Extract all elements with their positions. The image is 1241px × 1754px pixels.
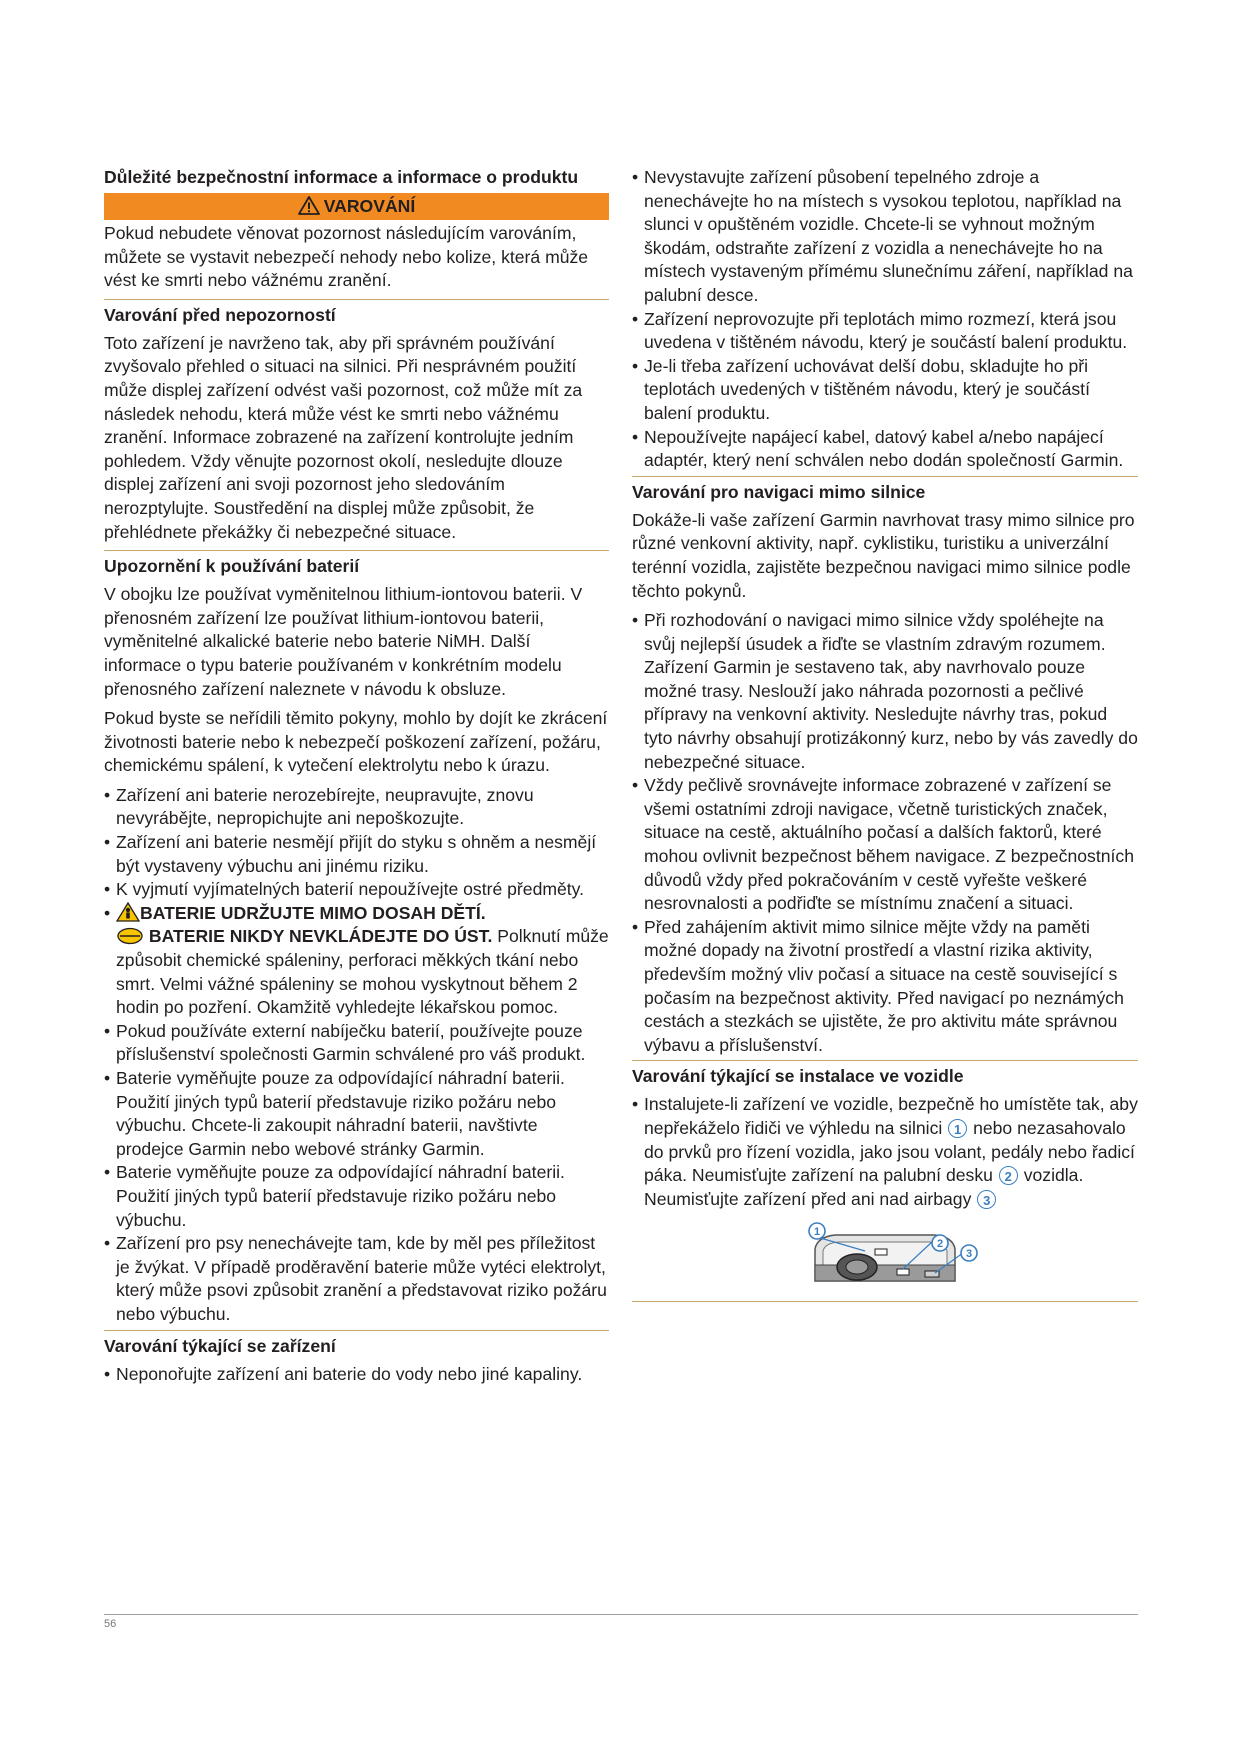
battery-hazard-item <box>104 902 609 1020</box>
list-item: • Zařízení neprovozujte při teplotách mimo rozmezí, která jsou uvedena v tištěném návodu, který je součástí balení produktu. <box>632 308 1138 355</box>
vehicle-text-c: vozidla. Neumisťujte zařízení před ani nad airbagy <box>644 1165 1084 1209</box>
list-item: • Pokud používáte externí nabíječku baterií, používejte pouze příslušenství společnosti Garmin schválené pro váš produkt. <box>104 1020 609 1067</box>
page-title: Důležité bezpečnostní informace a informace o produktu <box>104 167 579 187</box>
device-list-right <box>632 166 1138 473</box>
warning-triangle-icon <box>298 196 320 215</box>
dashboard-illustration <box>632 1221 1138 1291</box>
vehicle-install-item <box>632 1093 1138 1211</box>
distraction-heading: Varování před nepozorností <box>104 299 609 327</box>
section-end-rule <box>632 1301 1138 1302</box>
vehicle-text-a: Instalujete-li zařízení ve vozidle, bezpečně ho umístěte tak, aby nepřekáželo řidiči ve výhledu na silnici <box>644 1094 1138 1138</box>
figure-callout-1: 1 <box>813 1226 821 1239</box>
page-number: 56 <box>104 1618 117 1630</box>
list-item: • Vždy pečlivě srovnávejte informace zobrazené v zařízení se všemi ostatními zdroji navigace, včetně turistických značek, situace na cestě, aktuálního počasí a dalších faktorů, které mohou ovlivnit bezpečnost během navigace. Z bezpečnostních důvodů vždy před pokračováním v cestě vyřešte veškeré nesrovnalosti a podřiďte se místnímu značení a situaci. <box>632 774 1138 916</box>
vehicle-list <box>632 1093 1138 1211</box>
list-item: • K vyjmutí vyjímatelných baterií nepoužívejte ostré předměty. <box>104 878 609 902</box>
warning-label: VAROVÁNÍ <box>323 196 416 216</box>
figure-callout-2: 2 <box>936 1238 944 1251</box>
battery-swallow-warning: BATERIE NIKDY NEVKLÁDEJTE DO ÚST. <box>148 926 493 947</box>
vehicle-heading: Varování týkající se instalace ve vozidle <box>632 1060 1138 1088</box>
footer-divider <box>104 1614 1138 1615</box>
callout-2: 2 <box>999 1166 1018 1185</box>
distraction-text: Toto zařízení je navrženo tak, aby při správném používání zvyšovalo přehled o situaci na silnici. Při nesprávném použití může displej zařízení odvést vaši pozornost, což může mít za následek nehodu, která může vést ke smrti nebo vážnému zranění. Informace zobrazené na zařízení kontrolujte jedním pohledem. Vždy věnujte pozornost okolí, nesledujte dlouze displej zařízení ani svoji pozornost jeho sledováním nerozptylujte. Soustředění na displej může způsobit, že přehlédnete překážky či nebezpečné situace. <box>104 332 583 542</box>
list-item: • Při rozhodování o navigaci mimo silnice vždy spoléhejte na svůj nejlepší úsudek a řiďte se vlastním zdravým rozumem. Zařízení Garmin je sestaveno tak, aby navrhovalo pouze možné trasy. Neslouží jako náhrada pozornosti a pečlivé přípravy na venkovní aktivity. Nesledujte návrhy tras, pokud tyto návrhy obsahují protizákonný kurz, nebo by vás zavedly do nebezpečné situace. <box>632 609 1138 774</box>
right-column <box>632 166 1138 1302</box>
battery-children-icon <box>116 902 140 922</box>
vehicle-text-b: nebo nezasahovalo do prvků pro řízení vozidla, jako jsou volant, pedály nebo řadicí páka. Neumisťujte zařízení na palubní desku <box>644 1117 1135 1186</box>
list-item: • Neponořujte zařízení ani baterie do vody nebo jiné kapaliny. <box>104 1363 609 1387</box>
offroad-heading: Varování pro navigaci mimo silnice <box>632 476 1138 504</box>
left-column <box>104 166 609 1389</box>
list-item: • Zařízení pro psy nenechávejte tam, kde by měl pes příležitost je žvýkat. V případě proděravění baterie může vytéci elektrolyt, který může psovi způsobit zranění a představovat riziko požáru nebo výbuchu. <box>104 1232 609 1326</box>
battery-heading: Upozornění k používání baterií <box>104 550 609 578</box>
list-item: • Baterie vyměňujte pouze za odpovídající náhradní baterii. Použití jiných typů baterií představuje riziko požáru nebo výbuchu. Chcete-li zakoupit náhradní baterii, navštivte prodejce Garmin nebo webové stránky Garmin. <box>104 1067 609 1161</box>
list-item: • Zařízení ani baterie nerozebírejte, neupravujte, znovu nevyrábějte, nepropichujte ani nepoškozujte. <box>104 784 609 831</box>
offroad-list <box>632 609 1138 1057</box>
warning-text: Pokud nebudete věnovat pozornost následujícím varováním, můžete se vystavit nebezpečí nehody nebo kolize, která může vést ke smrti nebo vážnému zranění. <box>104 223 589 291</box>
dashboard-figure-svg <box>785 1221 985 1291</box>
battery-children-warning: BATERIE UDRŽUJTE MIMO DOSAH DĚTÍ. <box>140 902 486 923</box>
battery-swallow-icon <box>116 927 144 945</box>
warning-banner <box>104 193 609 220</box>
list-item: • Před zahájením aktivit mimo silnice mějte vždy na paměti možné dopady na životní prostředí a vlastní rizika aktivity, především možný vliv počasí a situace na cestě související s počasím na bezpečnost aktivity. Před navigací po neznámých cestách a stezkách se ujistěte, že pro aktivitu máte správnou výbavu a příslušenství. <box>632 916 1138 1058</box>
battery-list <box>104 784 609 1327</box>
callout-1: 1 <box>948 1119 967 1138</box>
battery-swallow-text: Polknutí může způsobit chemické spáleniny, perforaci měkkých tkání nebo smrt. Velmi vážné spáleniny se mohou vyskytnout během 2 hodin po pozření. Okamžitě vyhledejte lékařskou pomoc. <box>116 926 609 1018</box>
callout-3: 3 <box>977 1190 996 1209</box>
battery-paragraph-1: V obojku lze používat vyměnitelnou lithium-iontovou baterii. V přenosném zařízení lze používat lithium-iontovou baterii, vyměnitelné alkalické baterie nebo baterie NiMH. Další informace o typu baterie používaném v konkrétním modelu přenosného zařízení naleznete v návodu k obsluze. <box>104 584 583 699</box>
list-item: • Nevystavujte zařízení působení tepelného zdroje a nenechávejte ho na místech s vysokou teplotou, například na slunci v opuštěném vozidle. Chcete-li se vyhnout možným škodám, odstraňte zařízení z vozidla a nenechávejte ho na místech vystaveným přímému slunečnímu záření, například na palubní desce. <box>632 166 1138 308</box>
device-list-left <box>104 1363 609 1387</box>
list-item: • Zařízení ani baterie nesmějí přijít do styku s ohněm a nesmějí být vystaveny výbuchu ani jinému riziku. <box>104 831 609 878</box>
battery-paragraph-2: Pokud byste se neřídili těmito pokyny, mohlo by dojít ke zkrácení životnosti baterie nebo k nebezpečí poškození zařízení, požáru, chemickému spálení, k vytečení elektrolytu nebo k úrazu. <box>104 708 608 776</box>
list-item: • Je-li třeba zařízení uchovávat delší dobu, skladujte ho při teplotách uvedených v tištěném návodu, který je součástí balení produktu. <box>632 355 1138 426</box>
figure-callout-3: 3 <box>965 1248 973 1261</box>
list-item: • Baterie vyměňujte pouze za odpovídající náhradní baterii. Použití jiných typů baterií představuje riziko požáru nebo výbuchu. <box>104 1161 609 1232</box>
device-heading: Varování týkající se zařízení <box>104 1330 609 1358</box>
offroad-text: Dokáže-li vaše zařízení Garmin navrhovat trasy mimo silnice pro různé venkovní aktivity, např. cyklistiku, turistiku a univerzální terénní vozidla, zajistěte bezpečnou navigaci mimo silnice podle těchto pokynů. <box>632 509 1135 601</box>
list-item: • Nepoužívejte napájecí kabel, datový kabel a/nebo napájecí adaptér, který není schválen nebo dodán společností Garmin. <box>632 426 1138 473</box>
